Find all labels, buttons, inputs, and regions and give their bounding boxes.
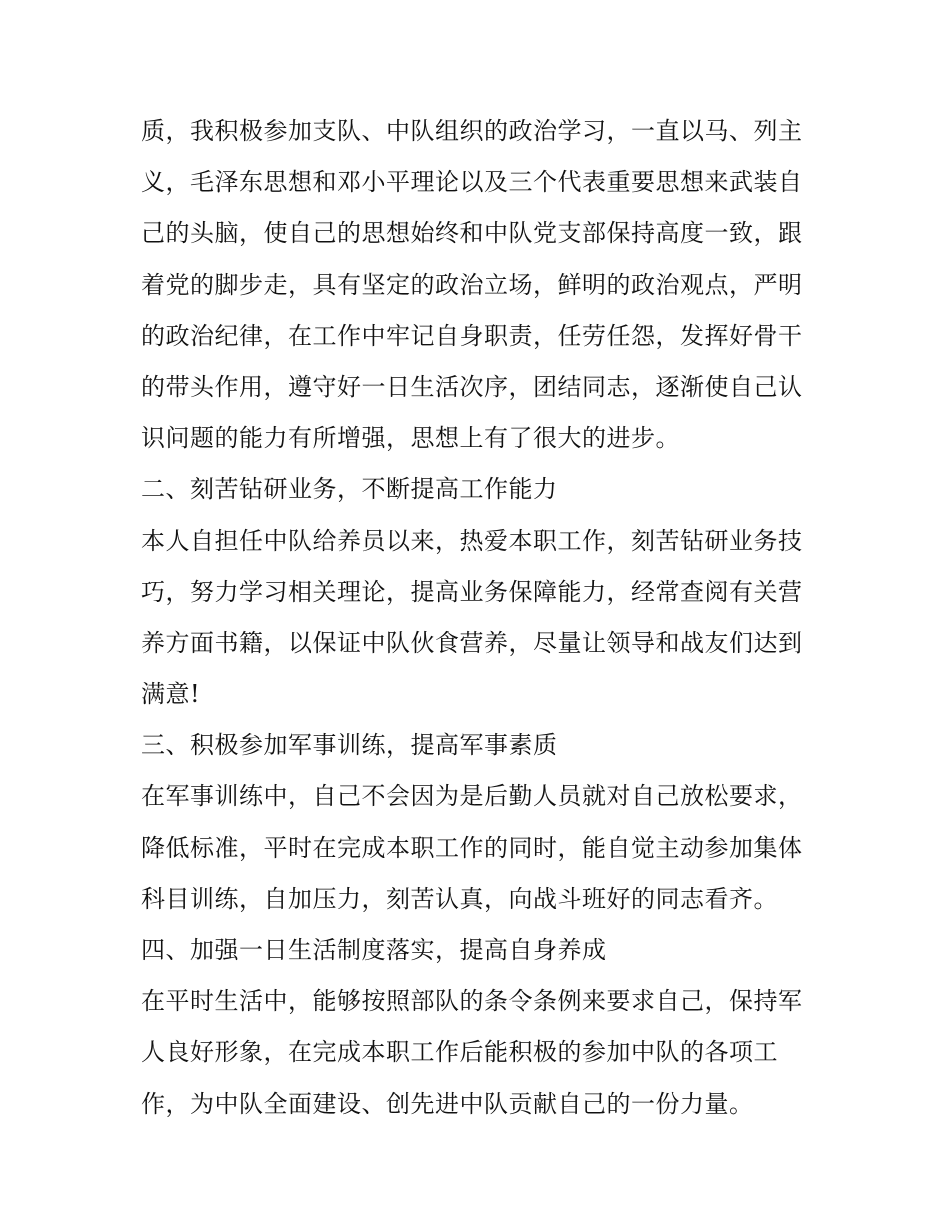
body-text-line: 养方面书籍，以保证中队伙食营养，尽量让领导和战友们达到 xyxy=(141,628,803,657)
body-text-line: 满意! xyxy=(141,680,201,709)
body-text-line: 降低标准，平时在完成本职工作的同时，能自觉主动参加集体 xyxy=(141,833,803,862)
body-text-line: 在平时生活中，能够按照部队的条令条例来要求自己，保持军 xyxy=(141,987,803,1016)
body-text-line: 作，为中队全面建设、创先进中队贡献自己的一份力量。 xyxy=(141,1089,754,1118)
section-heading-2: 二、刻苦钻研业务，不断提高工作能力 xyxy=(141,475,558,504)
body-text-line: 义，毛泽东思想和邓小平理论以及三个代表重要思想来武装自 xyxy=(141,168,803,197)
body-text-line: 在军事训练中，自己不会因为是后勤人员就对自己放松要求， xyxy=(141,782,803,811)
section-heading-4: 四、加强一日生活制度落实，提高自身养成 xyxy=(141,936,607,964)
body-text-line: 人良好形象，在完成本职工作后能积极的参加中队的各项工 xyxy=(141,1038,778,1067)
body-text-line: 的政治纪律，在工作中牢记自身职责，任劳任怨，发挥好骨干 xyxy=(141,321,803,350)
body-text-line: 质，我积极参加支队、中队组织的政治学习，一直以马、列主 xyxy=(141,117,803,145)
body-text-line: 识问题的能力有所增强，思想上有了很大的进步。 xyxy=(141,424,680,453)
body-text-line: 己的头脑，使自己的思想始终和中队党支部保持高度一致，跟 xyxy=(141,219,803,248)
document-body xyxy=(141,106,821,1130)
body-text-line: 着党的脚步走，具有坚定的政治立场，鲜明的政治观点，严明 xyxy=(141,270,803,299)
body-text-line: 科目训练，自加压力，刻苦认真，向战斗班好的同志看齐。 xyxy=(141,884,778,913)
body-text-line: 巧，努力学习相关理论，提高业务保障能力，经常查阅有关营 xyxy=(141,577,803,606)
body-text-line: 的带头作用，遵守好一日生活次序，团结同志，逐渐使自己认 xyxy=(141,372,803,401)
body-text-line: 本人自担任中队给养员以来，热爱本职工作，刻苦钻研业务技 xyxy=(141,526,803,555)
section-heading-3: 三、积极参加军事训练，提高军事素质 xyxy=(141,731,558,760)
